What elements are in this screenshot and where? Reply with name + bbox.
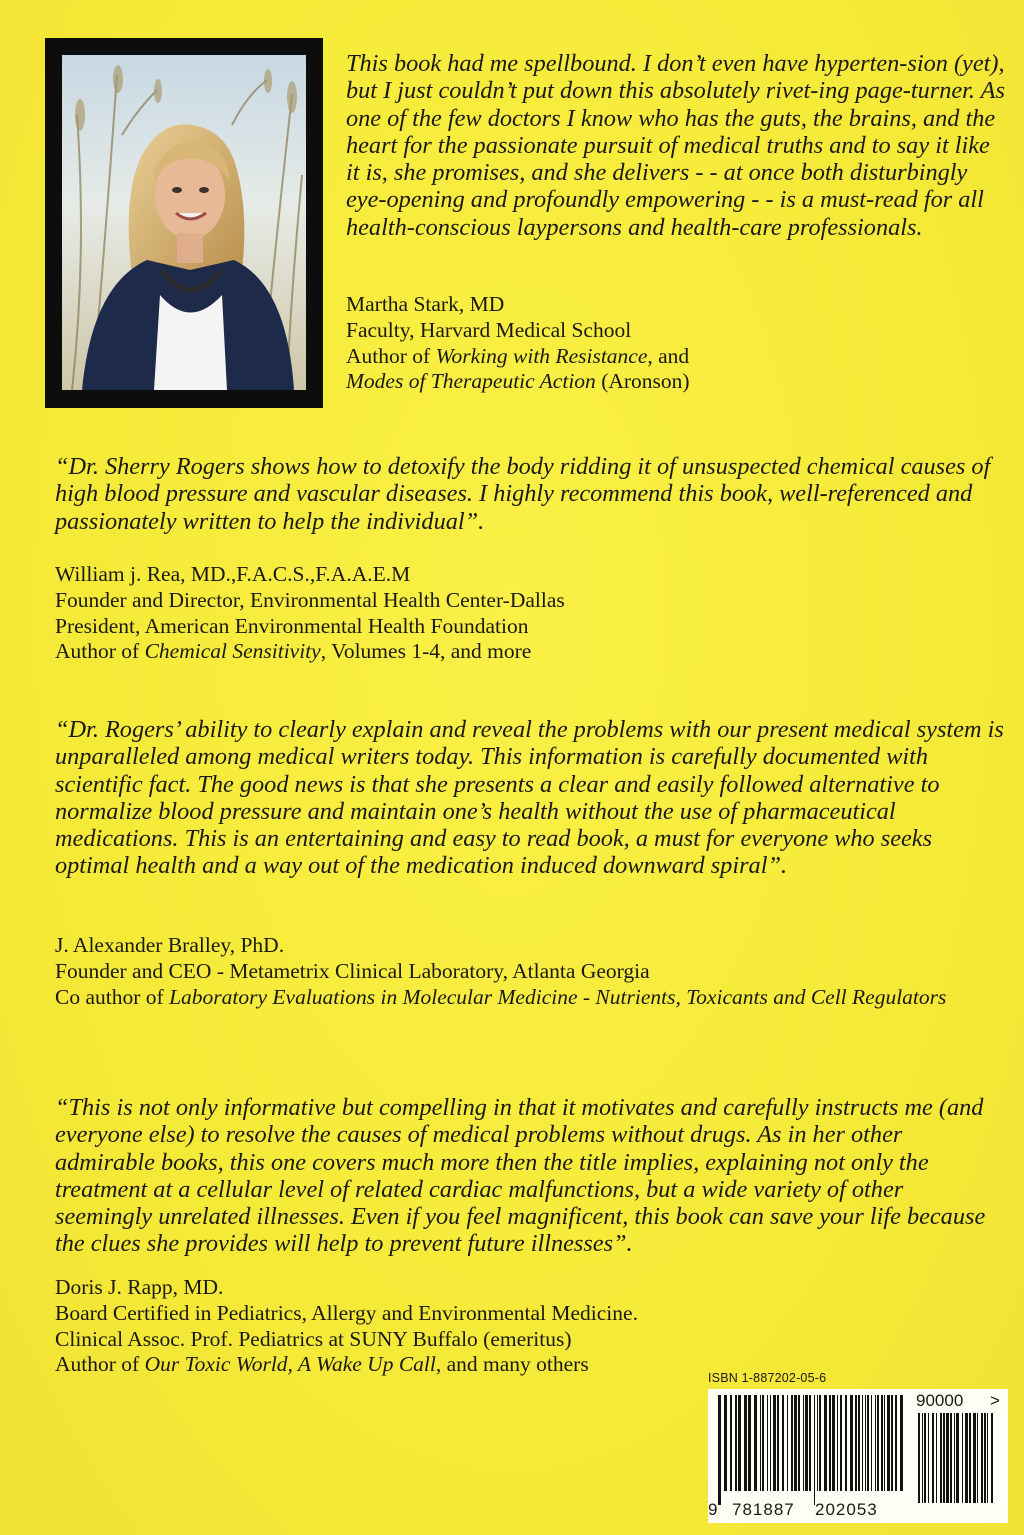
testimonial-2-books: Author of Chemical Sensitivity, Volumes 1-4, and more — [55, 639, 532, 664]
barcode-bar — [832, 1395, 835, 1491]
testimonial-4-attribution — [55, 1275, 705, 1378]
barcode-bar — [956, 1413, 959, 1503]
book-title: Laboratory Evaluations in Molecular Medicine - Nutrients, Toxicants and Cell Regulators — [169, 984, 947, 1009]
testimonial-3-books: Co author of Laboratory Evaluations in Molecular Medicine - Nutrients, Toxicants and Cell Regulators — [55, 984, 947, 1009]
barcode-bar — [777, 1395, 779, 1491]
barcode-bar — [981, 1413, 983, 1503]
testimonial-1-affiliation: Faculty, Harvard Medical School — [346, 317, 632, 342]
testimonial-2-affiliation: Founder and Director, Environmental Health Center-Dallas — [55, 587, 565, 612]
testimonial-1-name: Martha Stark, MD — [346, 292, 505, 316]
testimonial-2-quote: “Dr. Sherry Rogers shows how to detoxify the body ridding it of unsuspected chemical causes of high blood pressure and vascular diseases. I highly recommend this book, well-referenced and passionately written to help the individual”. — [55, 453, 991, 535]
barcode-bar — [871, 1395, 872, 1491]
barcode-bar — [984, 1413, 986, 1503]
barcode-digit-lead: 9 — [708, 1500, 719, 1519]
book-title: Working with Resistance — [435, 343, 648, 368]
barcode-bar — [891, 1395, 893, 1491]
barcode-bar — [794, 1395, 797, 1491]
barcode-bar — [936, 1413, 937, 1503]
barcode-bar — [991, 1413, 993, 1503]
price-code: 90000 — [916, 1391, 964, 1410]
testimonial-1-books-line-1: Author of Working with Resistance, and — [346, 343, 690, 368]
barcode-bar — [760, 1395, 761, 1491]
barcode-bar — [735, 1395, 737, 1491]
barcode-bar — [858, 1395, 860, 1491]
barcode-bar — [954, 1413, 955, 1503]
testimonial-3-quote: “Dr. Rogers’ ability to clearly explain and reveal the problems with our present medical system is unparalleled among medical writers today. This information is carefully documented with scientific fact. The good news is that she presents a clear and easily followed alternative to normalize blood pressure and maintain one’s health without the use of pharmaceutical medications. This is an entertaining and easy to read book, a must for everyone who seeks optimal health and a way out of the medication induced downward spiral”. — [55, 716, 1004, 880]
testimonial-1-books-line-2: Modes of Therapeutic Action (Aronson) — [346, 369, 690, 394]
barcode-bar — [798, 1395, 800, 1491]
barcode-bar — [887, 1395, 890, 1491]
barcode-box — [708, 1389, 1008, 1523]
barcode-bar — [965, 1413, 968, 1503]
barcode-bar — [867, 1395, 869, 1491]
barcode-bar — [824, 1395, 827, 1491]
barcode-bar — [837, 1395, 838, 1491]
testimonial-3-affiliation: Founder and CEO - Metametrix Clinical Laboratory, Atlanta Georgia — [55, 958, 650, 983]
barcode-bar — [884, 1395, 885, 1491]
book-title: Our Toxic World, A Wake Up Call, — [144, 1352, 442, 1377]
barcode-bar — [895, 1395, 897, 1491]
barcode-bar — [803, 1395, 804, 1491]
testimonial-4-affiliation-2: Clinical Assoc. Prof. Pediatrics at SUNY Buffalo (emeritus) — [55, 1326, 572, 1351]
book-title: Chemical Sensitivity — [144, 639, 321, 664]
testimonial-4 — [55, 1094, 1005, 1258]
barcode-bar — [969, 1413, 971, 1503]
isbn-number: ISBN 1-887202-05-6 — [708, 1371, 827, 1385]
barcode-bar — [748, 1395, 751, 1491]
barcode-bar — [773, 1395, 776, 1491]
barcode-bar — [987, 1413, 988, 1503]
barcode-bar — [946, 1413, 949, 1503]
testimonial-4-books: Author of Our Toxic World, A Wake Up Call, and many others — [55, 1352, 589, 1377]
testimonial-2-affiliation-2: President, American Environmental Health Foundation — [55, 613, 529, 638]
barcode-digits-right: 202053 — [815, 1500, 878, 1519]
testimonial-3-attribution — [55, 933, 995, 1010]
barcode-bar — [977, 1413, 978, 1503]
barcode-bar — [770, 1395, 771, 1491]
barcode-bar — [762, 1395, 764, 1491]
barcode-bar — [754, 1395, 757, 1491]
testimonial-4-name: Doris J. Rapp, MD. — [55, 1275, 224, 1299]
barcode-bar — [738, 1395, 741, 1491]
barcode-digits-left: 781887 — [732, 1500, 795, 1519]
testimonial-4-affiliation: Board Certified in Pediatrics, Allergy and Environmental Medicine. — [55, 1300, 638, 1325]
barcode-bar — [817, 1395, 818, 1491]
barcode-bar — [924, 1413, 926, 1503]
barcode-bar — [845, 1395, 847, 1491]
barcode-bar — [730, 1395, 732, 1491]
barcode-bar — [962, 1413, 963, 1503]
main-barcode-bars — [718, 1395, 908, 1505]
barcode-bar — [850, 1395, 853, 1491]
barcode-bar — [814, 1395, 815, 1505]
barcode-bar — [718, 1395, 721, 1505]
testimonial-2-name: William j. Rea, MD.,F.A.C.S.,F.A.A.E.M — [55, 562, 411, 586]
barcode-bar — [928, 1413, 929, 1503]
barcode-bar — [767, 1395, 768, 1491]
isbn-barcode — [708, 1365, 1008, 1525]
barcode-bar — [805, 1395, 808, 1491]
testimonial-3-name: J. Alexander Bralley, PhD. — [55, 933, 285, 957]
author-photo — [62, 55, 306, 390]
barcode-bar — [744, 1395, 747, 1491]
barcode-bar — [922, 1413, 923, 1503]
barcode-bar — [724, 1395, 727, 1491]
barcode-bar — [787, 1395, 788, 1491]
barcode-bar — [940, 1413, 942, 1503]
barcode-bar — [819, 1395, 821, 1491]
barcode-bar — [782, 1395, 784, 1491]
testimonial-2 — [55, 453, 1005, 535]
barcode-bar — [809, 1395, 811, 1491]
testimonial-3 — [55, 716, 1005, 880]
testimonial-1 — [346, 50, 1006, 241]
barcode-bar — [791, 1395, 793, 1491]
barcode-bar — [855, 1395, 857, 1491]
barcode-bar — [829, 1395, 831, 1491]
testimonial-2-attribution — [55, 562, 1005, 665]
price-arrow: > — [990, 1391, 1000, 1410]
barcode-bar — [881, 1395, 883, 1491]
testimonial-1-quote: This book had me spellbound. I don’t even have hyperten-sion (yet), but I just couldn’t put down this absolutely rivet-ing page-turner. As one of the few doctors I know who has the guts, the brains, and the heart for the passionate pursuit of medical truths and to say it like it is, she promises, and she delivers - - at once both disturbingly eye-opening and profoundly empowering - - is a must-read for all health-conscious laypersons and health-care professionals. — [346, 50, 1005, 241]
barcode-bar — [973, 1413, 976, 1503]
author-photo-frame — [45, 38, 323, 408]
book-title: Modes of Therapeutic Action — [346, 369, 596, 394]
barcode-bar — [840, 1395, 842, 1491]
barcode-bar — [900, 1395, 903, 1491]
barcode-bar — [865, 1395, 866, 1491]
barcode-bar — [877, 1395, 879, 1491]
testimonial-1-attribution — [346, 292, 1006, 395]
barcode-bar — [932, 1413, 934, 1503]
barcode-bar — [875, 1395, 876, 1491]
barcode-bar — [943, 1413, 945, 1503]
addon-barcode-bars — [918, 1413, 1000, 1517]
testimonial-4-quote: “This is not only informative but compelling in that it motivates and carefully instructs me (and everyone else) to resolve the causes of medical problems without drugs. As in her other admirable books, this one covers much more then the title implies, explaining not only the treatment at a cellular level of related cardiac malfunctions, but a wide variety of other seemingly unrelated illnesses. Even if you feel magnificent, this book can save your life because the clues she provides will help to prevent future illnesses”. — [55, 1094, 986, 1258]
barcode-bar — [950, 1413, 952, 1503]
barcode-bar — [918, 1413, 920, 1503]
barcode-bar — [862, 1395, 863, 1491]
